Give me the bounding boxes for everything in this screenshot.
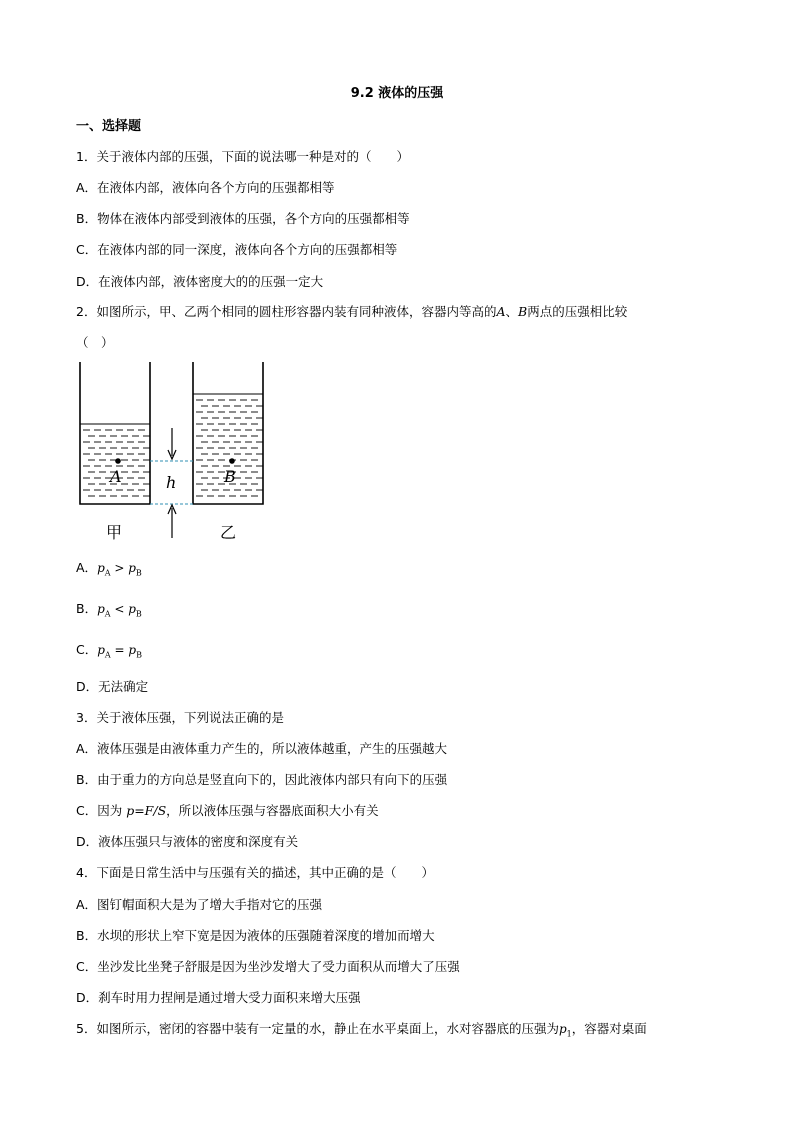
q3-option-a: A．液体压强是由液体重力产生的，所以液体越重，产生的压强越大	[76, 741, 448, 756]
point-b	[229, 458, 235, 464]
q2-c-rel: =	[110, 643, 129, 657]
q1-option-b: B．物体在液体内部受到液体的压强，各个方向的压强都相等	[76, 211, 410, 226]
point-a	[115, 458, 121, 464]
q2-b-p2: p	[128, 602, 136, 616]
q2-option-b	[76, 599, 142, 618]
q1-stem: 1．关于液体内部的压强，下面的说法哪一种是对的（ ）	[76, 149, 409, 164]
containers-figure	[72, 358, 272, 548]
q5-sub: 1	[566, 1029, 572, 1039]
q2-c-s2: B	[136, 650, 142, 660]
q2-point-b-ref: B	[518, 304, 528, 319]
q1-option-a: A．在液体内部，液体向各个方向的压强都相等	[76, 180, 335, 195]
q2-c-p1: p	[97, 643, 105, 657]
q2-option-a	[76, 558, 142, 577]
q2-c-p2: p	[128, 643, 137, 657]
q3-option-d: D．液体压强只与液体的密度和深度有关	[76, 834, 299, 849]
q2-b-rel: <	[110, 602, 129, 616]
q2-point-a-ref: A	[496, 304, 506, 319]
label-a: A	[110, 467, 122, 486]
q3-option-c-pre: C．因为	[76, 803, 127, 818]
q2-option-c	[76, 640, 142, 659]
q2-stem-text-b: 两点的压强相比较	[527, 304, 628, 319]
q3-option-c	[76, 801, 379, 819]
q2-option-c-label: C．	[76, 642, 98, 657]
q5-stem	[76, 1019, 647, 1038]
q3-option-b: B．由于重力的方向总是竖直向下的，因此液体内部只有向下的压强	[76, 772, 448, 787]
q1-option-d: D．在液体内部，液体密度大的的压强一定大	[76, 274, 324, 289]
label-jia: 甲	[106, 523, 123, 542]
q2-a-p1: p	[97, 561, 105, 575]
q2-a-rel: >	[110, 561, 129, 575]
q2-a-s1: A	[104, 568, 111, 578]
q5-stem-post: ，容器对桌面	[571, 1021, 647, 1036]
q1-option-c: C．在液体内部的同一深度，液体向各个方向的压强都相等	[76, 242, 398, 257]
section-heading: 一、选择题	[76, 119, 142, 134]
q3-option-c-post: ，所以液体压强与容器底面积大小有关	[166, 803, 379, 818]
q2-option-a-label: A．	[76, 560, 98, 575]
q2-option-b-label: B．	[76, 601, 98, 616]
q2-a-s2: B	[135, 568, 142, 578]
q2-c-s1: A	[104, 650, 111, 660]
label-yi: 乙	[220, 523, 237, 542]
q4-option-c: C．坐沙发比坐凳子舒服是因为坐沙发增大了受力面积从而增大了压强	[76, 959, 460, 974]
q4-option-a: A．图钉帽面积大是为了增大手指对它的压强	[76, 897, 323, 912]
q5-p: p	[558, 1022, 567, 1036]
q2-stem-text-a: 如图所示，甲、乙两个相同的圆柱形容器内装有同种液体，容器内等高的	[96, 304, 497, 319]
q2-b-s1: A	[104, 609, 111, 619]
q3-formula: p=F/S	[126, 803, 167, 818]
q4-stem: 4．下面是日常生活中与压强有关的描述，其中正确的是（ ）	[76, 865, 434, 880]
q2-separator: 、	[505, 304, 519, 319]
q2-a-p2: p	[128, 561, 136, 575]
q2-b-s2: B	[135, 609, 142, 619]
q3-stem: 3．关于液体压强，下列说法正确的是	[76, 710, 284, 725]
label-h: h	[166, 473, 177, 492]
q2-b-p1: p	[97, 602, 105, 616]
q2-stem	[76, 302, 627, 320]
page-title: 9.2 液体的压强	[350, 86, 444, 101]
q2-stem-bracket: （ ）	[76, 335, 114, 350]
q4-option-b: B．水坝的形状上窄下宽是因为液体的压强随着深度的增加而增大	[76, 928, 435, 943]
q2-option-d: D．无法确定	[76, 679, 149, 694]
q5-stem-pre: 5．如图所示，密闭的容器中装有一定量的水，静止在水平桌面上，水对容器底的压强为	[76, 1021, 559, 1036]
q4-option-d: D．刹车时用力捏闸是通过增大受力面积来增大压强	[76, 990, 361, 1005]
label-b: B	[224, 467, 236, 486]
q2-stem-number: 2．	[76, 304, 97, 319]
